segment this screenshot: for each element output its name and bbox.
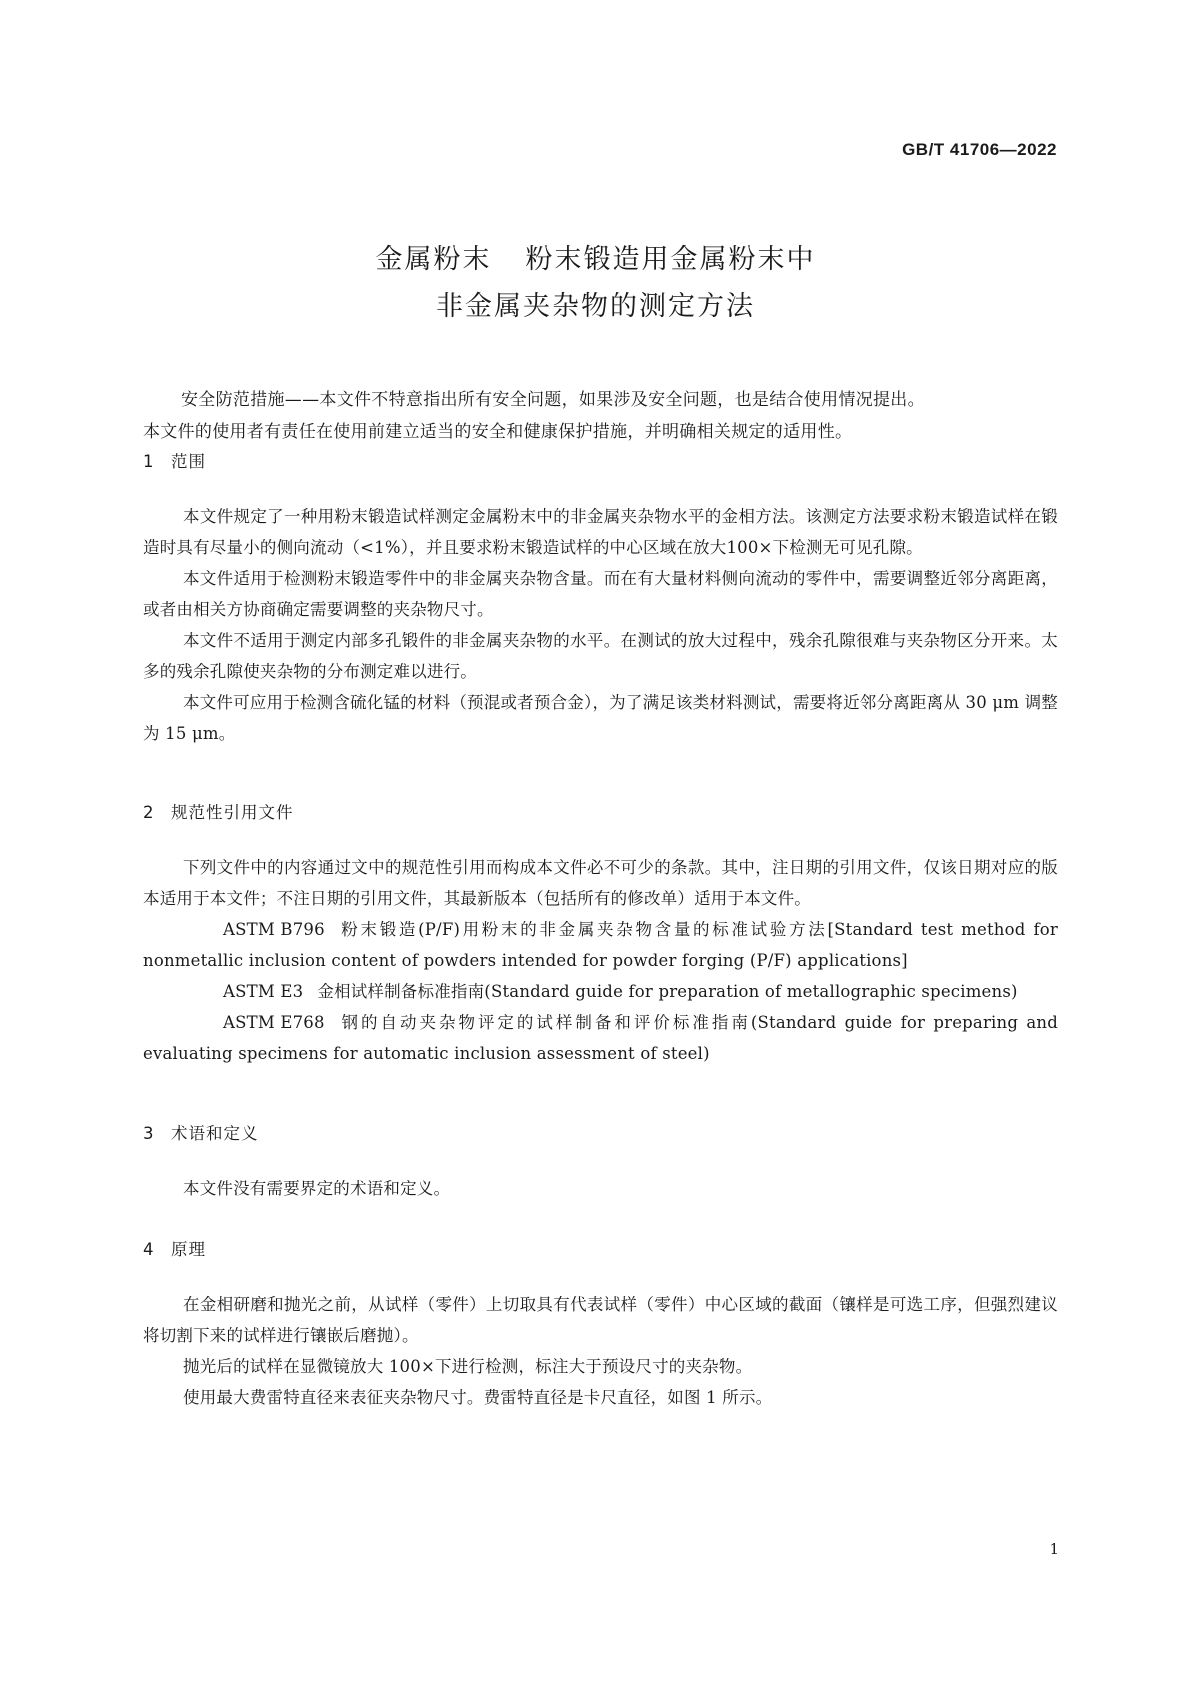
section-4-number: 4 <box>143 1240 155 1259</box>
section-3-title: 术语和定义 <box>171 1124 259 1143</box>
section-4-heading <box>143 1236 206 1260</box>
title-line-1-part-1: 金属粉末 <box>375 244 492 275</box>
paragraph: 抛光后的试样在显微镜放大 100×下进行检测，标注大于预设尺寸的夹杂物。 <box>183 1357 753 1376</box>
standard-code: GB/T 41706—2022 <box>902 140 1057 159</box>
reference-text: 钢的自动夹杂物评定的试样制备和评价标准指南(Standard guide for preparing and evaluating specimens for automatic inclusion assessment of steel) <box>143 1013 1058 1063</box>
section-2-body <box>143 852 1058 1069</box>
section-1-number: 1 <box>143 452 155 471</box>
section-2-title: 规范性引用文件 <box>171 803 294 822</box>
section-4-title: 原理 <box>171 1240 206 1259</box>
title-line-1 <box>0 236 1191 283</box>
title-line-1-part-2: 粉末锻造用金属粉末中 <box>525 244 816 275</box>
section-1-heading <box>143 448 206 472</box>
reference-code: ASTM E3 <box>223 982 304 1001</box>
title-line-2: 非金属夹杂物的测定方法 <box>436 291 755 322</box>
section-3-number: 3 <box>143 1124 155 1143</box>
paragraph: 本文件可应用于检测含硫化锰的材料（预混或者预合金），为了满足该类材料测试，需要将近邻分离距离从 30 μm 调整为 15 μm。 <box>143 693 1058 743</box>
paragraph: 下列文件中的内容通过文中的规范性引用而构成本文件必不可少的条款。其中，注日期的引用文件，仅该日期对应的版本适用于本文件；不注日期的引用文件，其最新版本（包括所有的修改单）适用于本文件。 <box>143 858 1058 908</box>
paragraph: 本文件没有需要界定的术语和定义。 <box>183 1179 451 1198</box>
paragraph: 本文件适用于检测粉末锻造零件中的非金属夹杂物含量。而在有大量材料侧向流动的零件中，需要调整近邻分离距离，或者由相关方协商确定需要调整的夹杂物尺寸。 <box>143 569 1058 619</box>
safety-line-2: 本文件的使用者有责任在使用前建立适当的安全和健康保护措施，并明确相关规定的适用性。 <box>143 422 853 442</box>
section-2-number: 2 <box>143 803 155 822</box>
reference-item <box>143 976 1058 1007</box>
section-1-title: 范围 <box>171 452 206 471</box>
safety-line-1: 安全防范措施——本文件不特意指出所有安全问题，如果涉及安全问题，也是结合使用情况提出。 <box>181 390 925 410</box>
reference-text: 粉末锻造(P/F)用粉末的非金属夹杂物含量的标准试验方法[Standard test method for nonmetallic inclusion content of powders intended for powder forging (P/F) applications] <box>143 920 1058 970</box>
reference-item <box>143 914 1058 976</box>
section-3-body <box>143 1173 1058 1204</box>
reference-code: ASTM B796 <box>223 920 325 939</box>
safety-notice <box>143 384 1058 448</box>
document-title <box>0 236 1191 330</box>
paragraph: 本文件规定了一种用粉末锻造试样测定金属粉末中的非金属夹杂物水平的金相方法。该测定方法要求粉末锻造试样在锻造时具有尽量小的侧向流动（<1%），并且要求粉末锻造试样的中心区域在放大100×下检测无可见孔隙。 <box>143 507 1058 557</box>
paragraph: 本文件不适用于测定内部多孔锻件的非金属夹杂物的水平。在测试的放大过程中，残余孔隙很难与夹杂物区分开来。太多的残余孔隙使夹杂物的分布测定难以进行。 <box>143 631 1058 681</box>
paragraph: 使用最大费雷特直径来表征夹杂物尺寸。费雷特直径是卡尺直径，如图 1 所示。 <box>183 1388 773 1407</box>
section-3-heading <box>143 1120 259 1144</box>
section-2-heading <box>143 799 294 823</box>
reference-text: 金相试样制备标准指南(Standard guide for preparation of metallographic specimens) <box>317 982 1018 1001</box>
section-1-body <box>143 501 1058 749</box>
paragraph: 在金相研磨和抛光之前，从试样（零件）上切取具有代表试样（零件）中心区域的截面（镶样是可选工序，但强烈建议将切割下来的试样进行镶嵌后磨抛）。 <box>143 1295 1058 1345</box>
section-4-body <box>143 1289 1058 1413</box>
page-number: 1 <box>1049 1540 1059 1558</box>
reference-item <box>143 1007 1058 1069</box>
reference-code: ASTM E768 <box>223 1013 325 1032</box>
